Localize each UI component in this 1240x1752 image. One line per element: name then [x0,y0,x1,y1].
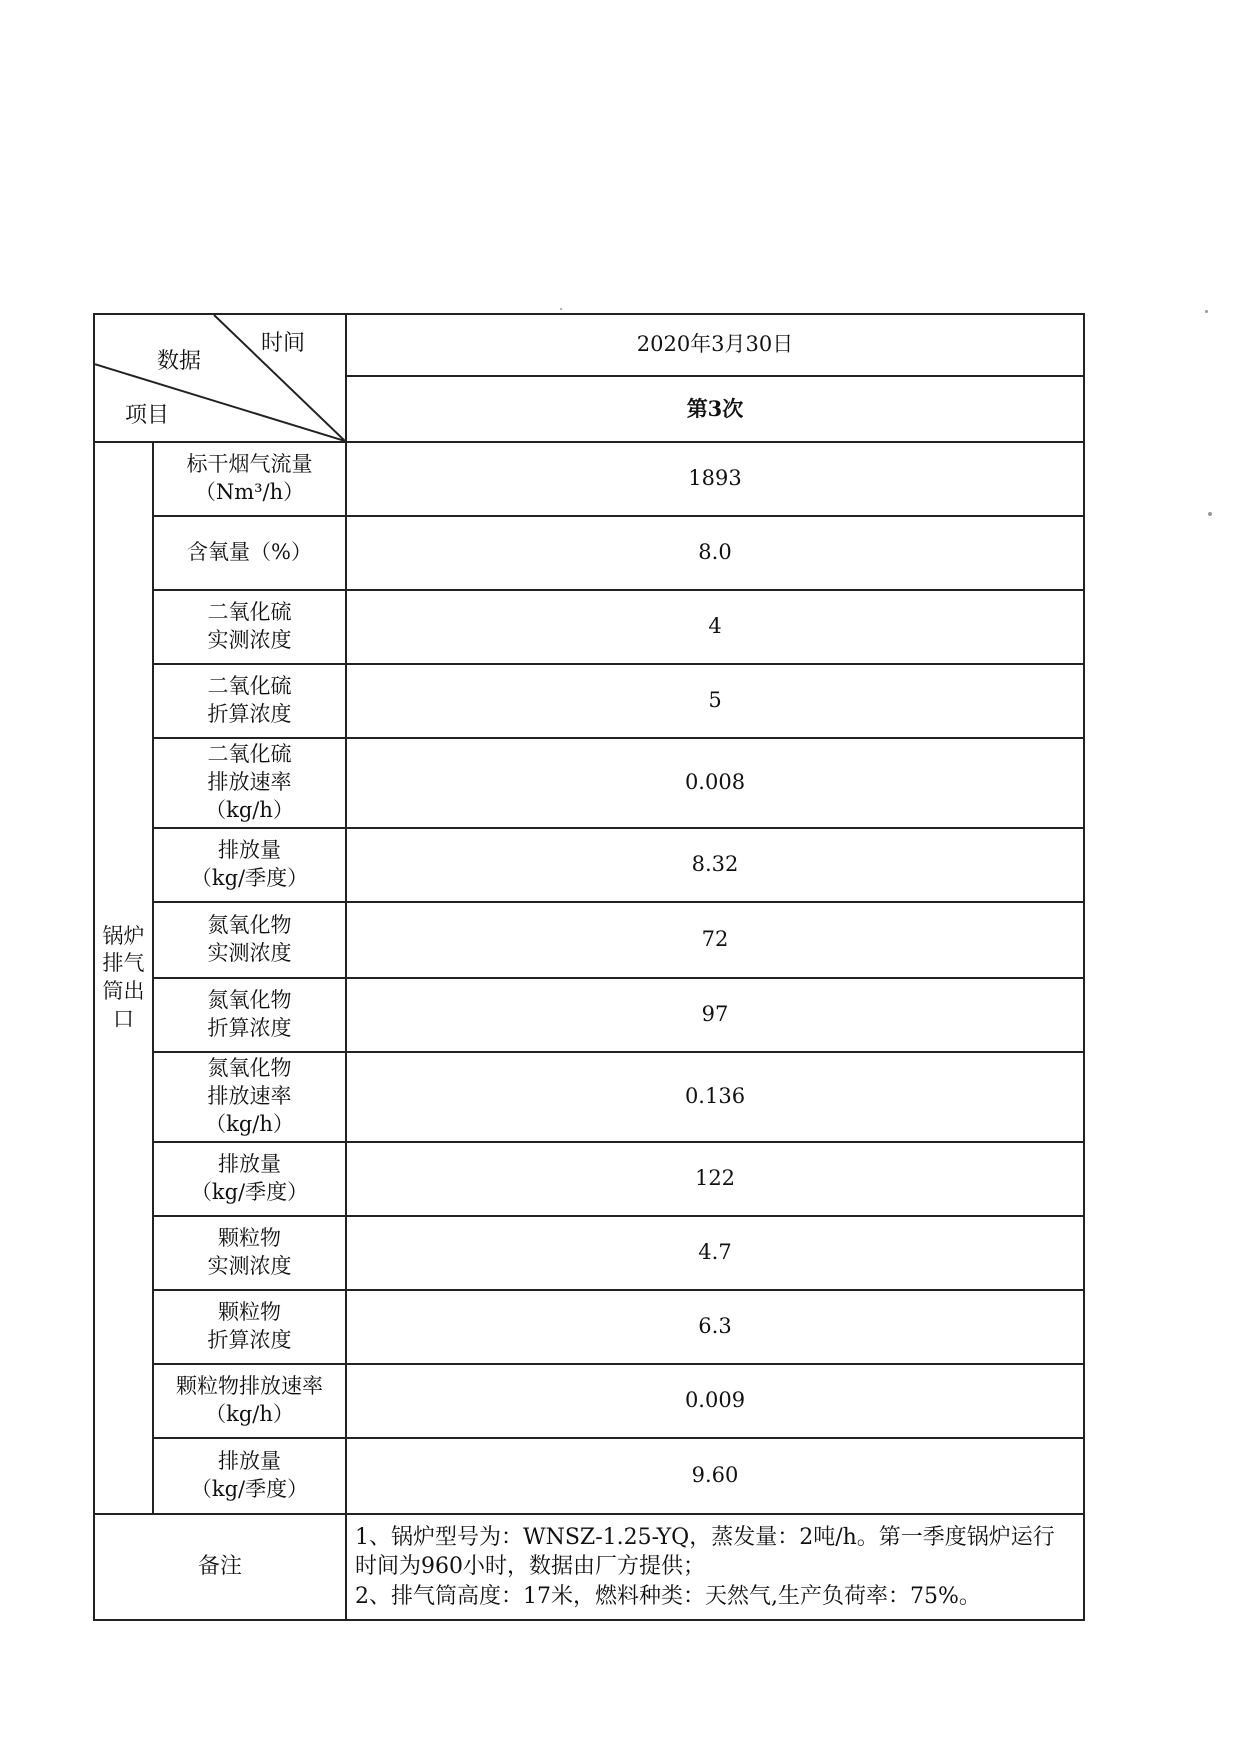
item-name-cell [153,978,346,1052]
item-value-cell: 5 [346,664,1084,738]
location-group-label [94,442,153,1514]
item-name-line: 含氧量（%） [187,540,312,565]
sample-header: 第3次 [346,376,1084,442]
item-name-cell [153,1290,346,1364]
item-name-line: （kg/h） [205,797,294,822]
item-name-line: 二氧化硫 [207,600,292,625]
emission-data-table [93,313,1085,1621]
item-value-cell: 6.3 [346,1290,1084,1364]
scan-speck [1205,310,1208,313]
location-label-line: 排气 [102,951,145,976]
item-value-cell: 0.009 [346,1364,1084,1438]
item-name-line: 二氧化硫 [207,674,292,699]
item-name-line: 二氧化硫 [207,742,292,767]
item-name-line: （kg/h） [205,1402,294,1426]
item-value-cell: 0.008 [346,738,1084,828]
item-value-cell: 97 [346,978,1084,1052]
item-name-cell [153,1216,346,1290]
note-line: 1、锅炉型号为：WNSZ-1.25-YQ，蒸发量：2吨/h。第一季度锅炉运行时间为960小时，数据由厂方提供； [355,1525,1055,1580]
scan-speck [1208,512,1212,516]
table-row [94,1364,1084,1438]
item-value-cell: 122 [346,1142,1084,1216]
header-corner-cell [94,314,346,442]
corner-data-label: 数据 [157,349,202,374]
item-name-cell [153,828,346,902]
item-name-line: 颗粒物 [218,1226,281,1251]
item-name-line: 氮氧化物 [207,988,292,1013]
item-name-cell [153,902,346,978]
table-row [94,1290,1084,1364]
item-name-line: （kg/季度） [190,1477,309,1501]
location-label-line: 锅炉 [102,923,145,948]
item-name-line: 颗粒物 [218,1300,281,1325]
table-row [94,1142,1084,1216]
item-name-line: 实测浓度 [207,941,292,965]
location-label-line: 口 [113,1006,134,1031]
table-row [94,590,1084,664]
item-name-cell [153,590,346,664]
table-row [94,442,1084,516]
item-name-line: （kg/h） [205,1111,294,1136]
corner-time-label: 时间 [261,331,306,356]
item-name-line: （kg/季度） [190,866,309,890]
item-name-line: 排放量 [218,1152,281,1177]
item-name-cell [153,738,346,828]
item-value-cell: 4.7 [346,1216,1084,1290]
item-value-cell: 0.136 [346,1052,1084,1142]
table-row [94,516,1084,590]
item-value-cell: 9.60 [346,1438,1084,1514]
table-row [94,1216,1084,1290]
note-line: 2、排气筒高度：17米，燃料种类：天然气,生产负荷率：75%。 [355,1583,981,1609]
item-value-cell: 1893 [346,442,1084,516]
item-name-line: 折算浓度 [207,1016,292,1040]
item-name-line: 排放速率 [207,1084,292,1109]
item-name-cell [153,1364,346,1438]
item-name-cell [153,442,346,516]
item-name-line: 排放量 [218,1449,281,1474]
location-label-line: 筒出 [102,979,145,1003]
table-row [94,1438,1084,1514]
notes-label: 备注 [94,1514,346,1620]
item-name-line: （kg/季度） [190,1180,309,1204]
item-name-line: 标干烟气流量 [186,452,313,477]
item-value-cell: 8.0 [346,516,1084,590]
item-name-cell [153,1052,346,1142]
table-row [94,664,1084,738]
item-name-cell [153,664,346,738]
table-row [94,902,1084,978]
item-name-cell [153,1142,346,1216]
date-header: 2020年3月30日 [346,314,1084,376]
item-name-line: 氮氧化物 [207,913,292,938]
item-name-line: 实测浓度 [207,628,292,652]
scan-speck [560,308,562,310]
item-name-cell [153,1438,346,1514]
item-name-line: 排放量 [218,838,281,863]
item-name-line: （Nm³/h） [194,480,305,504]
item-name-line: 氮氧化物 [207,1056,292,1081]
item-name-line: 颗粒物排放速率 [176,1374,323,1399]
item-name-cell [153,516,346,590]
item-name-line: 排放速率 [207,770,292,795]
item-name-line: 折算浓度 [207,702,292,726]
item-value-cell: 72 [346,902,1084,978]
item-value-cell: 8.32 [346,828,1084,902]
corner-item-label: 项目 [125,403,170,428]
table-row [94,738,1084,828]
item-value-cell: 4 [346,590,1084,664]
item-name-line: 折算浓度 [207,1328,292,1352]
item-name-line: 实测浓度 [207,1254,292,1278]
notes-content [346,1514,1084,1620]
table-row [94,828,1084,902]
table-row [94,978,1084,1052]
table-row [94,1052,1084,1142]
